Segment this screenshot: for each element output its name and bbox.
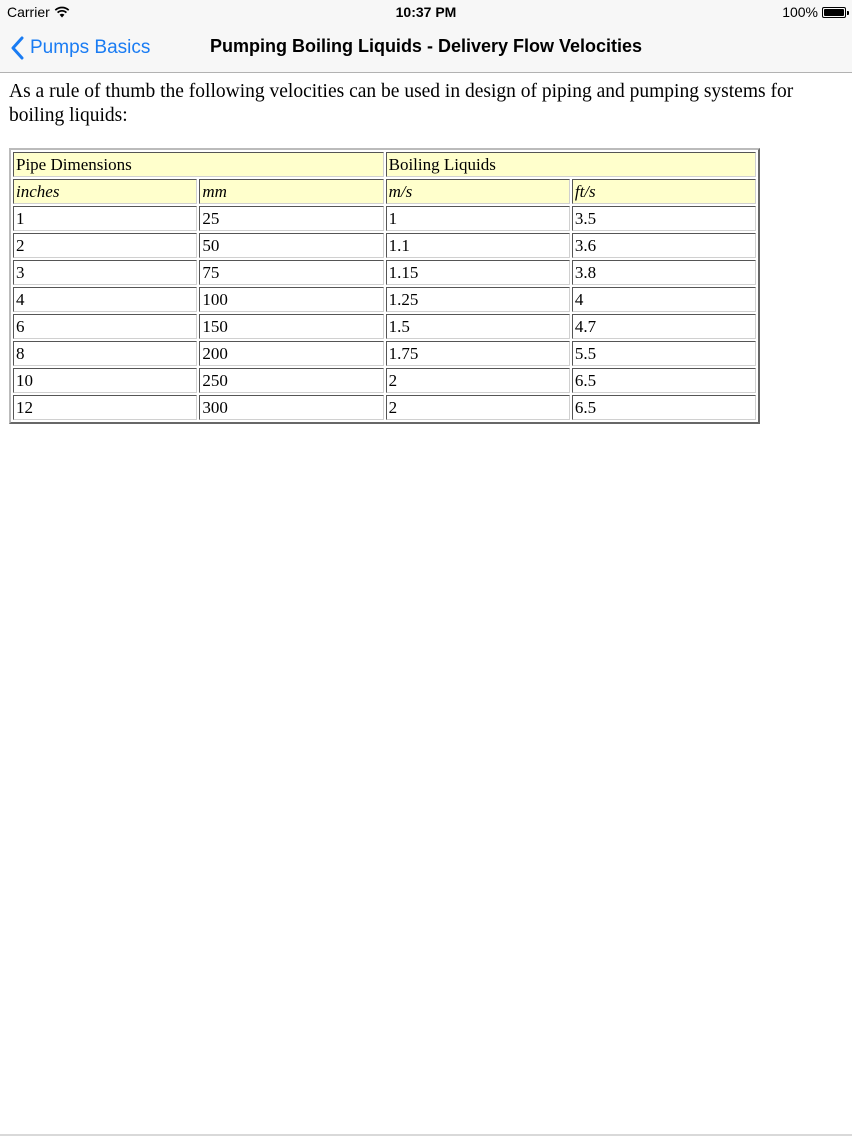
top-bar [0,0,852,73]
mm-cell: 200 [199,341,383,366]
unit-fts: ft/s [572,179,756,204]
page-title: Pumping Boiling Liquids - Delivery Flow Velocities [209,36,643,56]
mm-cell: 25 [199,206,383,231]
inches-cell: 6 [13,314,197,339]
unit-ms: m/s [386,179,570,204]
table-row [13,368,756,393]
mm-cell: 50 [199,233,383,258]
battery-icon [822,7,846,18]
ms-cell: 1.15 [386,260,570,285]
ms-cell: 1 [386,206,570,231]
fts-cell: 3.8 [572,260,756,285]
ms-cell: 1.75 [386,341,570,366]
fts-cell: 5.5 [572,341,756,366]
battery-percent: 100% [782,4,818,20]
intro-text: As a rule of thumb the following velocities can be used in design of piping and pumping systems for boiling liquids: [9,81,794,126]
fts-cell: 4.7 [572,314,756,339]
mm-cell: 300 [199,395,383,420]
table-row [13,260,756,285]
clock: 10:37 PM [395,4,457,20]
fts-cell: 3.5 [572,206,756,231]
fts-cell: 6.5 [572,395,756,420]
unit-inches: inches [13,179,197,204]
mm-cell: 75 [199,260,383,285]
back-label: Pumps Basics [30,37,151,58]
table-row [13,287,756,312]
fts-cell: 6.5 [572,368,756,393]
header-pipe-dimensions: Pipe Dimensions [13,152,384,177]
units-row [13,179,756,204]
ms-cell: 1.25 [386,287,570,312]
battery-indicator [782,4,846,20]
table-row [13,395,756,420]
inches-cell: 10 [13,368,197,393]
inches-cell: 4 [13,287,197,312]
carrier-label: Carrier [7,4,50,20]
header-boiling-liquids: Boiling Liquids [386,152,756,177]
table-row [13,233,756,258]
group-header-row [13,152,756,177]
web-content [9,80,839,424]
table-row [13,206,756,231]
ms-cell: 2 [386,368,570,393]
inches-cell: 1 [13,206,197,231]
inches-cell: 3 [13,260,197,285]
mm-cell: 100 [199,287,383,312]
ms-cell: 2 [386,395,570,420]
table-row [13,341,756,366]
unit-mm: mm [199,179,383,204]
mm-cell: 250 [199,368,383,393]
ms-cell: 1.1 [386,233,570,258]
inches-cell: 8 [13,341,197,366]
navigation-bar [0,24,852,72]
inches-cell: 12 [13,395,197,420]
fts-cell: 3.6 [572,233,756,258]
fts-cell: 4 [572,287,756,312]
ms-cell: 1.5 [386,314,570,339]
status-bar [0,0,852,24]
table-row [13,314,756,339]
velocity-table [9,148,760,424]
mm-cell: 150 [199,314,383,339]
inches-cell: 2 [13,233,197,258]
